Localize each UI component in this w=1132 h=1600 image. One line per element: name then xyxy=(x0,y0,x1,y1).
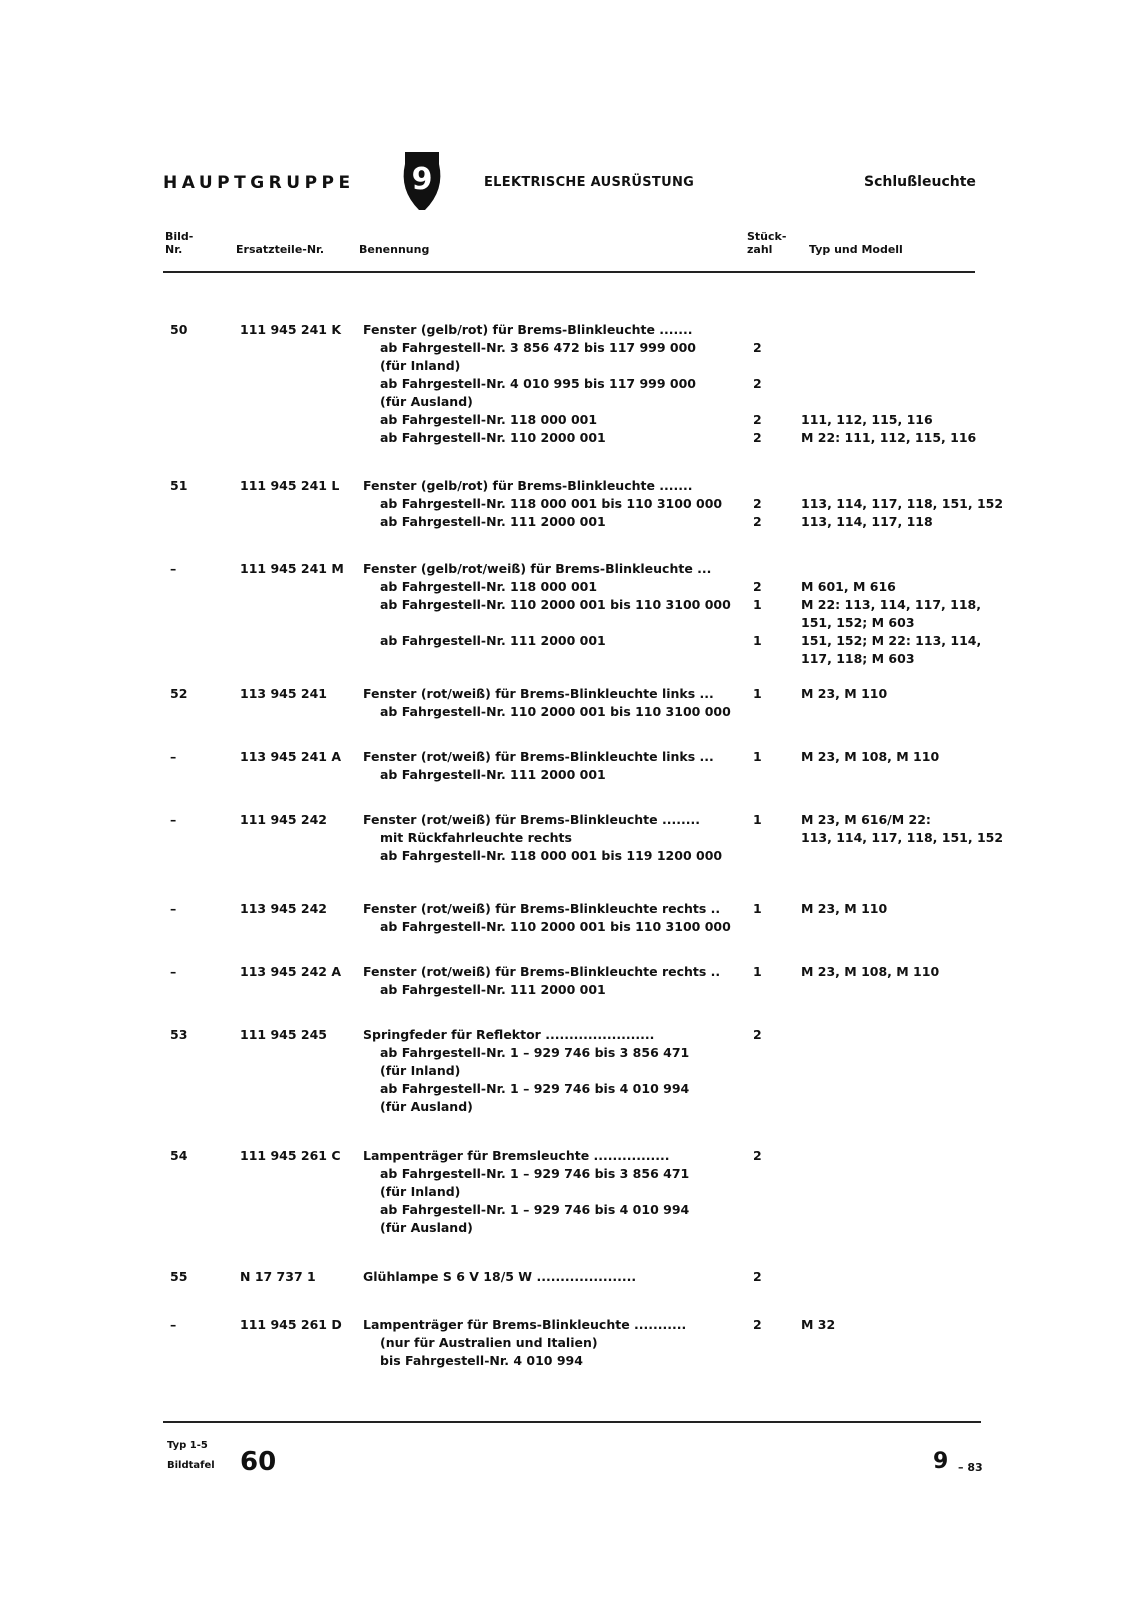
description-line: ab Fahrgestell-Nr. 110 2000 001 bis 110 3100 000 xyxy=(380,704,731,719)
description-line: ab Fahrgestell-Nr. 111 2000 001 xyxy=(380,514,606,529)
bild-number: – xyxy=(170,561,177,576)
description-line: ab Fahrgestell-Nr. 1 – 929 746 bis 4 010 994 xyxy=(380,1081,690,1096)
description xyxy=(363,963,720,999)
quantity-line xyxy=(753,560,762,578)
part-number: 111 945 241 M xyxy=(240,561,344,576)
description-line xyxy=(363,650,731,668)
type-line xyxy=(801,321,976,339)
description-line: (für Ausland) xyxy=(380,1099,473,1114)
quantity-line: 2 xyxy=(753,1148,762,1163)
description-line: bis Fahrgestell-Nr. 4 010 994 xyxy=(380,1353,583,1368)
part-number: N 17 737 1 xyxy=(240,1269,316,1284)
description-line: ab Fahrgestell-Nr. 4 010 995 bis 117 999 000 xyxy=(380,376,697,391)
type-line: 117, 118; M 603 xyxy=(801,651,915,666)
description-line: ab Fahrgestell-Nr. 111 2000 001 xyxy=(380,982,606,997)
type-model xyxy=(801,685,887,721)
type-line: M 32 xyxy=(801,1317,836,1332)
quantity xyxy=(753,685,762,721)
quantity-line: 1 xyxy=(753,964,762,979)
description-line: Fenster (rot/weiß) für Brems-Blinkleuchte links ... xyxy=(363,686,714,701)
footer-page-sub: – 83 xyxy=(958,1461,983,1474)
type-line: M 23, M 110 xyxy=(801,686,888,701)
quantity-line xyxy=(753,981,762,999)
description xyxy=(363,477,722,531)
type-line: 113, 114, 117, 118, 151, 152 xyxy=(801,496,1004,511)
type-line: M 22: 111, 112, 115, 116 xyxy=(801,430,977,445)
description-line: Fenster (rot/weiß) für Brems-Blinkleuchte ........ xyxy=(363,812,700,827)
type-line xyxy=(801,375,976,393)
bild-number: – xyxy=(170,1317,177,1332)
quantity-line: 2 xyxy=(753,514,762,529)
quantity xyxy=(753,748,762,784)
quantity-line xyxy=(753,650,762,668)
description xyxy=(363,748,714,784)
type-line xyxy=(801,918,887,936)
part-number: 113 945 241 A xyxy=(240,749,342,764)
type-model xyxy=(801,560,981,668)
type-line xyxy=(801,1352,835,1370)
quantity xyxy=(753,321,762,447)
description-line: Springfeder für Reflektor ....................... xyxy=(363,1027,655,1042)
col-header-desc: Benennung xyxy=(359,243,430,256)
type-line xyxy=(801,339,976,357)
part-number: 113 945 242 A xyxy=(240,964,342,979)
quantity-line xyxy=(753,477,762,495)
type-line: M 23, M 616/M 22: xyxy=(801,812,931,827)
description-line: Fenster (rot/weiß) für Brems-Blinkleuchte links ... xyxy=(363,749,714,764)
quantity-line xyxy=(753,766,762,784)
type-line xyxy=(801,703,887,721)
type-model xyxy=(801,1316,835,1370)
description-line xyxy=(363,614,731,632)
quantity-line: 2 xyxy=(753,376,762,391)
quantity-line xyxy=(753,1334,762,1352)
bild-number: 53 xyxy=(170,1027,188,1042)
quantity-line xyxy=(753,1098,762,1116)
description xyxy=(363,1026,689,1116)
description-line: ab Fahrgestell-Nr. 1 – 929 746 bis 3 856 471 xyxy=(380,1166,690,1181)
type-model xyxy=(801,963,939,999)
description xyxy=(363,1268,636,1286)
type-model xyxy=(801,900,887,936)
quantity-line: 2 xyxy=(753,496,762,511)
part-number: 111 945 245 xyxy=(240,1027,327,1042)
type-line: M 601, M 616 xyxy=(801,579,896,594)
quantity-line: 2 xyxy=(753,579,762,594)
quantity-line xyxy=(753,1183,762,1201)
quantity-line xyxy=(753,829,762,847)
description xyxy=(363,321,696,447)
quantity-line xyxy=(753,1080,762,1098)
type-line xyxy=(801,766,939,784)
bild-number: – xyxy=(170,812,177,827)
quantity-line xyxy=(753,847,762,865)
quantity-line xyxy=(753,703,762,721)
bild-number: – xyxy=(170,749,177,764)
bild-number: 50 xyxy=(170,322,188,337)
description-line: ab Fahrgestell-Nr. 118 000 001 xyxy=(380,579,598,594)
bild-number: 51 xyxy=(170,478,188,493)
quantity-line xyxy=(753,1165,762,1183)
group-number-badge xyxy=(399,150,445,212)
description-line: ab Fahrgestell-Nr. 3 856 472 bis 117 999 000 xyxy=(380,340,697,355)
description-line: ab Fahrgestell-Nr. 1 – 929 746 bis 4 010 994 xyxy=(380,1202,690,1217)
col-header-bild: Bild- Nr. xyxy=(165,230,194,256)
part-number: 111 945 241 L xyxy=(240,478,340,493)
description-line: Fenster (gelb/rot/weiß) für Brems-Blinkleuchte ... xyxy=(363,561,712,576)
page-title: Schlußleuchte xyxy=(864,174,976,190)
description-line: Lampenträger für Bremsleuchte ................ xyxy=(363,1148,670,1163)
quantity-line: 1 xyxy=(753,812,762,827)
description-line: (für Inland) xyxy=(380,1184,461,1199)
quantity-line: 2 xyxy=(753,1317,762,1332)
description-line: Lampenträger für Brems-Blinkleuchte ........... xyxy=(363,1317,687,1332)
group-label: HAUPTGRUPPE xyxy=(163,173,355,193)
header-rule xyxy=(163,271,975,273)
quantity-line xyxy=(753,918,762,936)
description-line: (für Inland) xyxy=(380,1063,461,1078)
quantity xyxy=(753,1026,762,1116)
quantity-line xyxy=(753,1352,762,1370)
part-number: 111 945 261 C xyxy=(240,1148,341,1163)
description-line: Glühlampe S 6 V 18/5 W ..................... xyxy=(363,1269,637,1284)
part-number: 113 945 241 xyxy=(240,686,327,701)
quantity-line: 1 xyxy=(753,686,762,701)
description xyxy=(363,811,722,865)
description-line: ab Fahrgestell-Nr. 118 000 001 bis 110 3100 000 xyxy=(380,496,723,511)
quantity-line: 1 xyxy=(753,749,762,764)
description-line: Fenster (rot/weiß) für Brems-Blinkleuchte rechts .. xyxy=(363,964,721,979)
footer-rule xyxy=(163,1421,981,1423)
footer-page-number: 9 xyxy=(933,1449,949,1474)
quantity-line xyxy=(753,1044,762,1062)
description-line: ab Fahrgestell-Nr. 111 2000 001 xyxy=(380,767,606,782)
description-line: (für Inland) xyxy=(380,358,461,373)
part-number: 111 945 261 D xyxy=(240,1317,342,1332)
quantity xyxy=(753,1316,762,1370)
bild-number: – xyxy=(170,901,177,916)
type-line xyxy=(801,477,1003,495)
quantity xyxy=(753,900,762,936)
part-number: 111 945 241 K xyxy=(240,322,342,337)
quantity-line: 2 xyxy=(753,412,762,427)
description-line: ab Fahrgestell-Nr. 110 2000 001 xyxy=(380,430,606,445)
description-line: ab Fahrgestell-Nr. 110 2000 001 bis 110 3100 000 xyxy=(380,597,731,612)
description xyxy=(363,1316,686,1370)
type-model xyxy=(801,477,1003,531)
footer-typ: Typ 1-5 xyxy=(167,1440,208,1451)
col-header-qty: Stück- zahl xyxy=(747,230,787,256)
type-line xyxy=(801,357,976,375)
part-number: 111 945 242 xyxy=(240,812,327,827)
type-line: M 23, M 110 xyxy=(801,901,888,916)
description xyxy=(363,685,731,721)
type-line: M 22: 113, 114, 117, 118, xyxy=(801,597,981,612)
description-line: Fenster (gelb/rot) für Brems-Blinkleuchte ....... xyxy=(363,322,693,337)
bild-number: 54 xyxy=(170,1148,188,1163)
quantity xyxy=(753,811,762,865)
description xyxy=(363,1147,689,1237)
quantity xyxy=(753,1147,762,1237)
description-line: ab Fahrgestell-Nr. 118 000 001 bis 119 1200 000 xyxy=(380,848,723,863)
group-number: 9 xyxy=(411,162,433,197)
quantity-line: 2 xyxy=(753,1027,762,1042)
part-number: 113 945 242 xyxy=(240,901,327,916)
type-line xyxy=(801,847,1003,865)
footer-bildtafel-number: 60 xyxy=(240,1447,277,1477)
description-line: (für Ausland) xyxy=(380,394,473,409)
type-line: M 23, M 108, M 110 xyxy=(801,964,940,979)
bild-number: 55 xyxy=(170,1269,188,1284)
description-line: ab Fahrgestell-Nr. 118 000 001 xyxy=(380,412,598,427)
description-line: (nur für Australien und Italien) xyxy=(380,1335,598,1350)
quantity-line xyxy=(753,321,762,339)
type-model xyxy=(801,321,976,447)
quantity xyxy=(753,963,762,999)
bild-number: 52 xyxy=(170,686,188,701)
description-line: ab Fahrgestell-Nr. 110 2000 001 bis 110 3100 000 xyxy=(380,919,731,934)
description-line: mit Rückfahrleuchte rechts xyxy=(380,830,572,845)
description-line: ab Fahrgestell-Nr. 111 2000 001 xyxy=(380,633,606,648)
quantity-line: 2 xyxy=(753,1269,762,1284)
type-line xyxy=(801,560,981,578)
description-line: (für Ausland) xyxy=(380,1220,473,1235)
type-line: 151, 152; M 603 xyxy=(801,615,915,630)
type-model xyxy=(801,811,1003,865)
quantity xyxy=(753,477,762,531)
section-title: ELEKTRISCHE AUSRÜSTUNG xyxy=(484,175,695,190)
type-line: M 23, M 108, M 110 xyxy=(801,749,940,764)
quantity-line xyxy=(753,1201,762,1219)
col-header-typ: Typ und Modell xyxy=(809,243,903,256)
quantity-line: 2 xyxy=(753,430,762,445)
description xyxy=(363,560,731,668)
type-line: 151, 152; M 22: 113, 114, xyxy=(801,633,982,648)
quantity-line xyxy=(753,614,762,632)
quantity xyxy=(753,560,762,668)
quantity-line xyxy=(753,1062,762,1080)
quantity-line: 1 xyxy=(753,901,762,916)
quantity-line: 1 xyxy=(753,633,762,648)
type-line: 113, 114, 117, 118 xyxy=(801,514,933,529)
description xyxy=(363,900,731,936)
type-line: 113, 114, 117, 118, 151, 152 xyxy=(801,830,1004,845)
type-line xyxy=(801,393,976,411)
description-line: ab Fahrgestell-Nr. 1 – 929 746 bis 3 856 471 xyxy=(380,1045,690,1060)
type-line xyxy=(801,1334,835,1352)
description-line: Fenster (rot/weiß) für Brems-Blinkleuchte rechts .. xyxy=(363,901,721,916)
footer-bildtafel-label: Bildtafel xyxy=(167,1460,215,1471)
quantity-line xyxy=(753,1219,762,1237)
type-model xyxy=(801,748,939,784)
quantity-line xyxy=(753,393,762,411)
bild-number: – xyxy=(170,964,177,979)
quantity-line: 2 xyxy=(753,340,762,355)
type-line xyxy=(801,981,939,999)
quantity-line xyxy=(753,357,762,375)
quantity xyxy=(753,1268,762,1286)
col-header-part: Ersatzteile-Nr. xyxy=(236,243,325,256)
quantity-line: 1 xyxy=(753,597,762,612)
description-line: Fenster (gelb/rot) für Brems-Blinkleuchte ....... xyxy=(363,478,693,493)
type-line: 111, 112, 115, 116 xyxy=(801,412,933,427)
